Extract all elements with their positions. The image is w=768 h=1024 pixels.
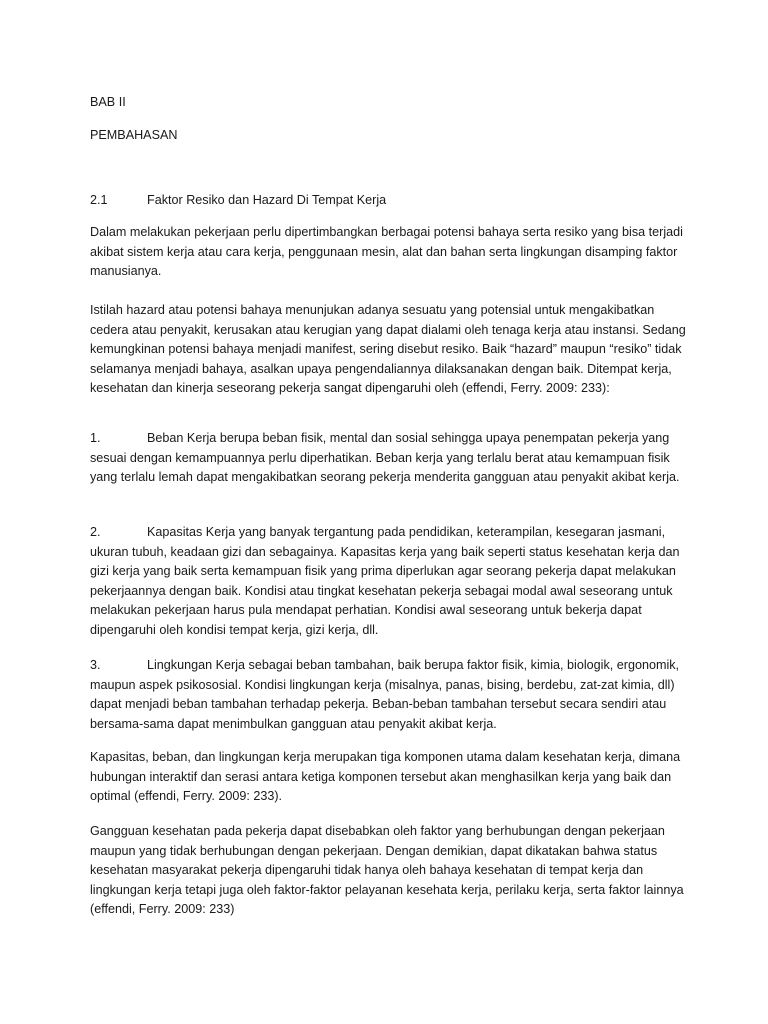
list-item-number: 3. [90, 658, 101, 672]
list-item-text: Lingkungan Kerja sebagai beban tambahan, baik berupa faktor fisik, kimia, biologik, ergonomik, maupun aspek psikososial. Kondisi lingkungan kerja (misalnya, panas, bising, berdebu, zat-zat kimia, dll) dapat menjadi beban tambahan terhadap pekerja. Beban-beban tambahan tersebut secara sendiri atau bersama-sama dapat menimbulkan gangguan atau penyakit akibat kerja. [90, 658, 680, 731]
section-heading [90, 191, 690, 211]
section-title: Faktor Resiko dan Hazard Di Tempat Kerja [147, 193, 387, 207]
paragraph: Gangguan kesehatan pada pekerja dapat disebabkan oleh faktor yang berhubungan dengan pekerjaan maupun yang tidak berhubungan dengan pekerjaan. Dengan demikian, dapat dikatakan bahwa status kesehatan masyarakat pekerja dipengaruhi tidak hanya oleh bahaya kesehatan di tempat kerja dan lingkungan kerja tetapi juga oleh faktor-faktor pelayanan kesehata kerja, perilaku kerja, serta faktor lainnya (effendi, Ferry. 2009: 233) [90, 824, 684, 916]
list-item-number: 2. [90, 525, 101, 539]
paragraph: Dalam melakukan pekerjaan perlu dipertimbangkan berbagai potensi bahaya serta resiko yang bisa terjadi akibat sistem kerja atau cara kerja, penggunaan mesin, alat dan bahan serta lingkungan disamping faktor manusianya. [90, 225, 683, 278]
list-item [90, 429, 690, 488]
section-number: 2.1 [90, 193, 108, 207]
paragraph: Kapasitas, beban, dan lingkungan kerja merupakan tiga komponen utama dalam kesehatan kerja, dimana hubungan interaktif dan serasi antara ketiga komponen tersebut akan menghasilkan kerja yang baik dan optimal (effendi, Ferry. 2009: 233). [90, 750, 681, 803]
paragraph: Istilah hazard atau potensi bahaya menunjukan adanya sesuatu yang potensial untuk mengakibatkan cedera atau penyakit, kerusakan atau kerugian yang dapat dialami oleh tenaga kerja atau instansi. Sedang kemungkinan potensi bahaya menjadi manifest, sering disebut resiko. Baik “hazard” maupun “resiko” tidak selamanya menjadi bahaya, asalkan upaya pengendaliannya dilaksanakan dengan baik. Ditempat kerja, kesehatan dan kinerja seseorang pekerja sangat dipengaruhi oleh (effendi, Ferry. 2009: 233): [90, 303, 686, 395]
list-item-text: Beban Kerja berupa beban fisik, mental dan sosial sehingga upaya penempatan pekerja yang sesuai dengan kemampuannya perlu diperhatikan. Beban kerja yang terlalu berat atau kemampuan fisik yang terlalu lemah dapat mengakibatkan seorang pekerja menderita gangguan atau penyakit akibat kerja. [90, 431, 680, 484]
list-item [90, 523, 690, 640]
chapter-heading: BAB II [90, 95, 126, 109]
chapter-title: PEMBAHASAN [90, 128, 178, 142]
list-item-number: 1. [90, 431, 101, 445]
list-item-text: Kapasitas Kerja yang banyak tergantung pada pendidikan, keterampilan, kesegaran jasmani, ukuran tubuh, keadaan gizi dan sebagainya. Kapasitas kerja yang baik seperti status kesehatan kerja dan gizi kerja yang baik serta kemampuan fisik yang prima diperlukan agar seorang pekerja dapat melakukan pekerjaannya dengan baik. Kondisi atau tingkat kesehatan pekerja sebagai modal awal seseorang untuk melakukan pekerjaan harus pula mendapat perhatian. Kondisi awal seseorang untuk bekerja dapat dipengaruhi oleh kondisi tempat kerja, gizi kerja, dll. [90, 525, 680, 637]
list-item [90, 656, 690, 734]
